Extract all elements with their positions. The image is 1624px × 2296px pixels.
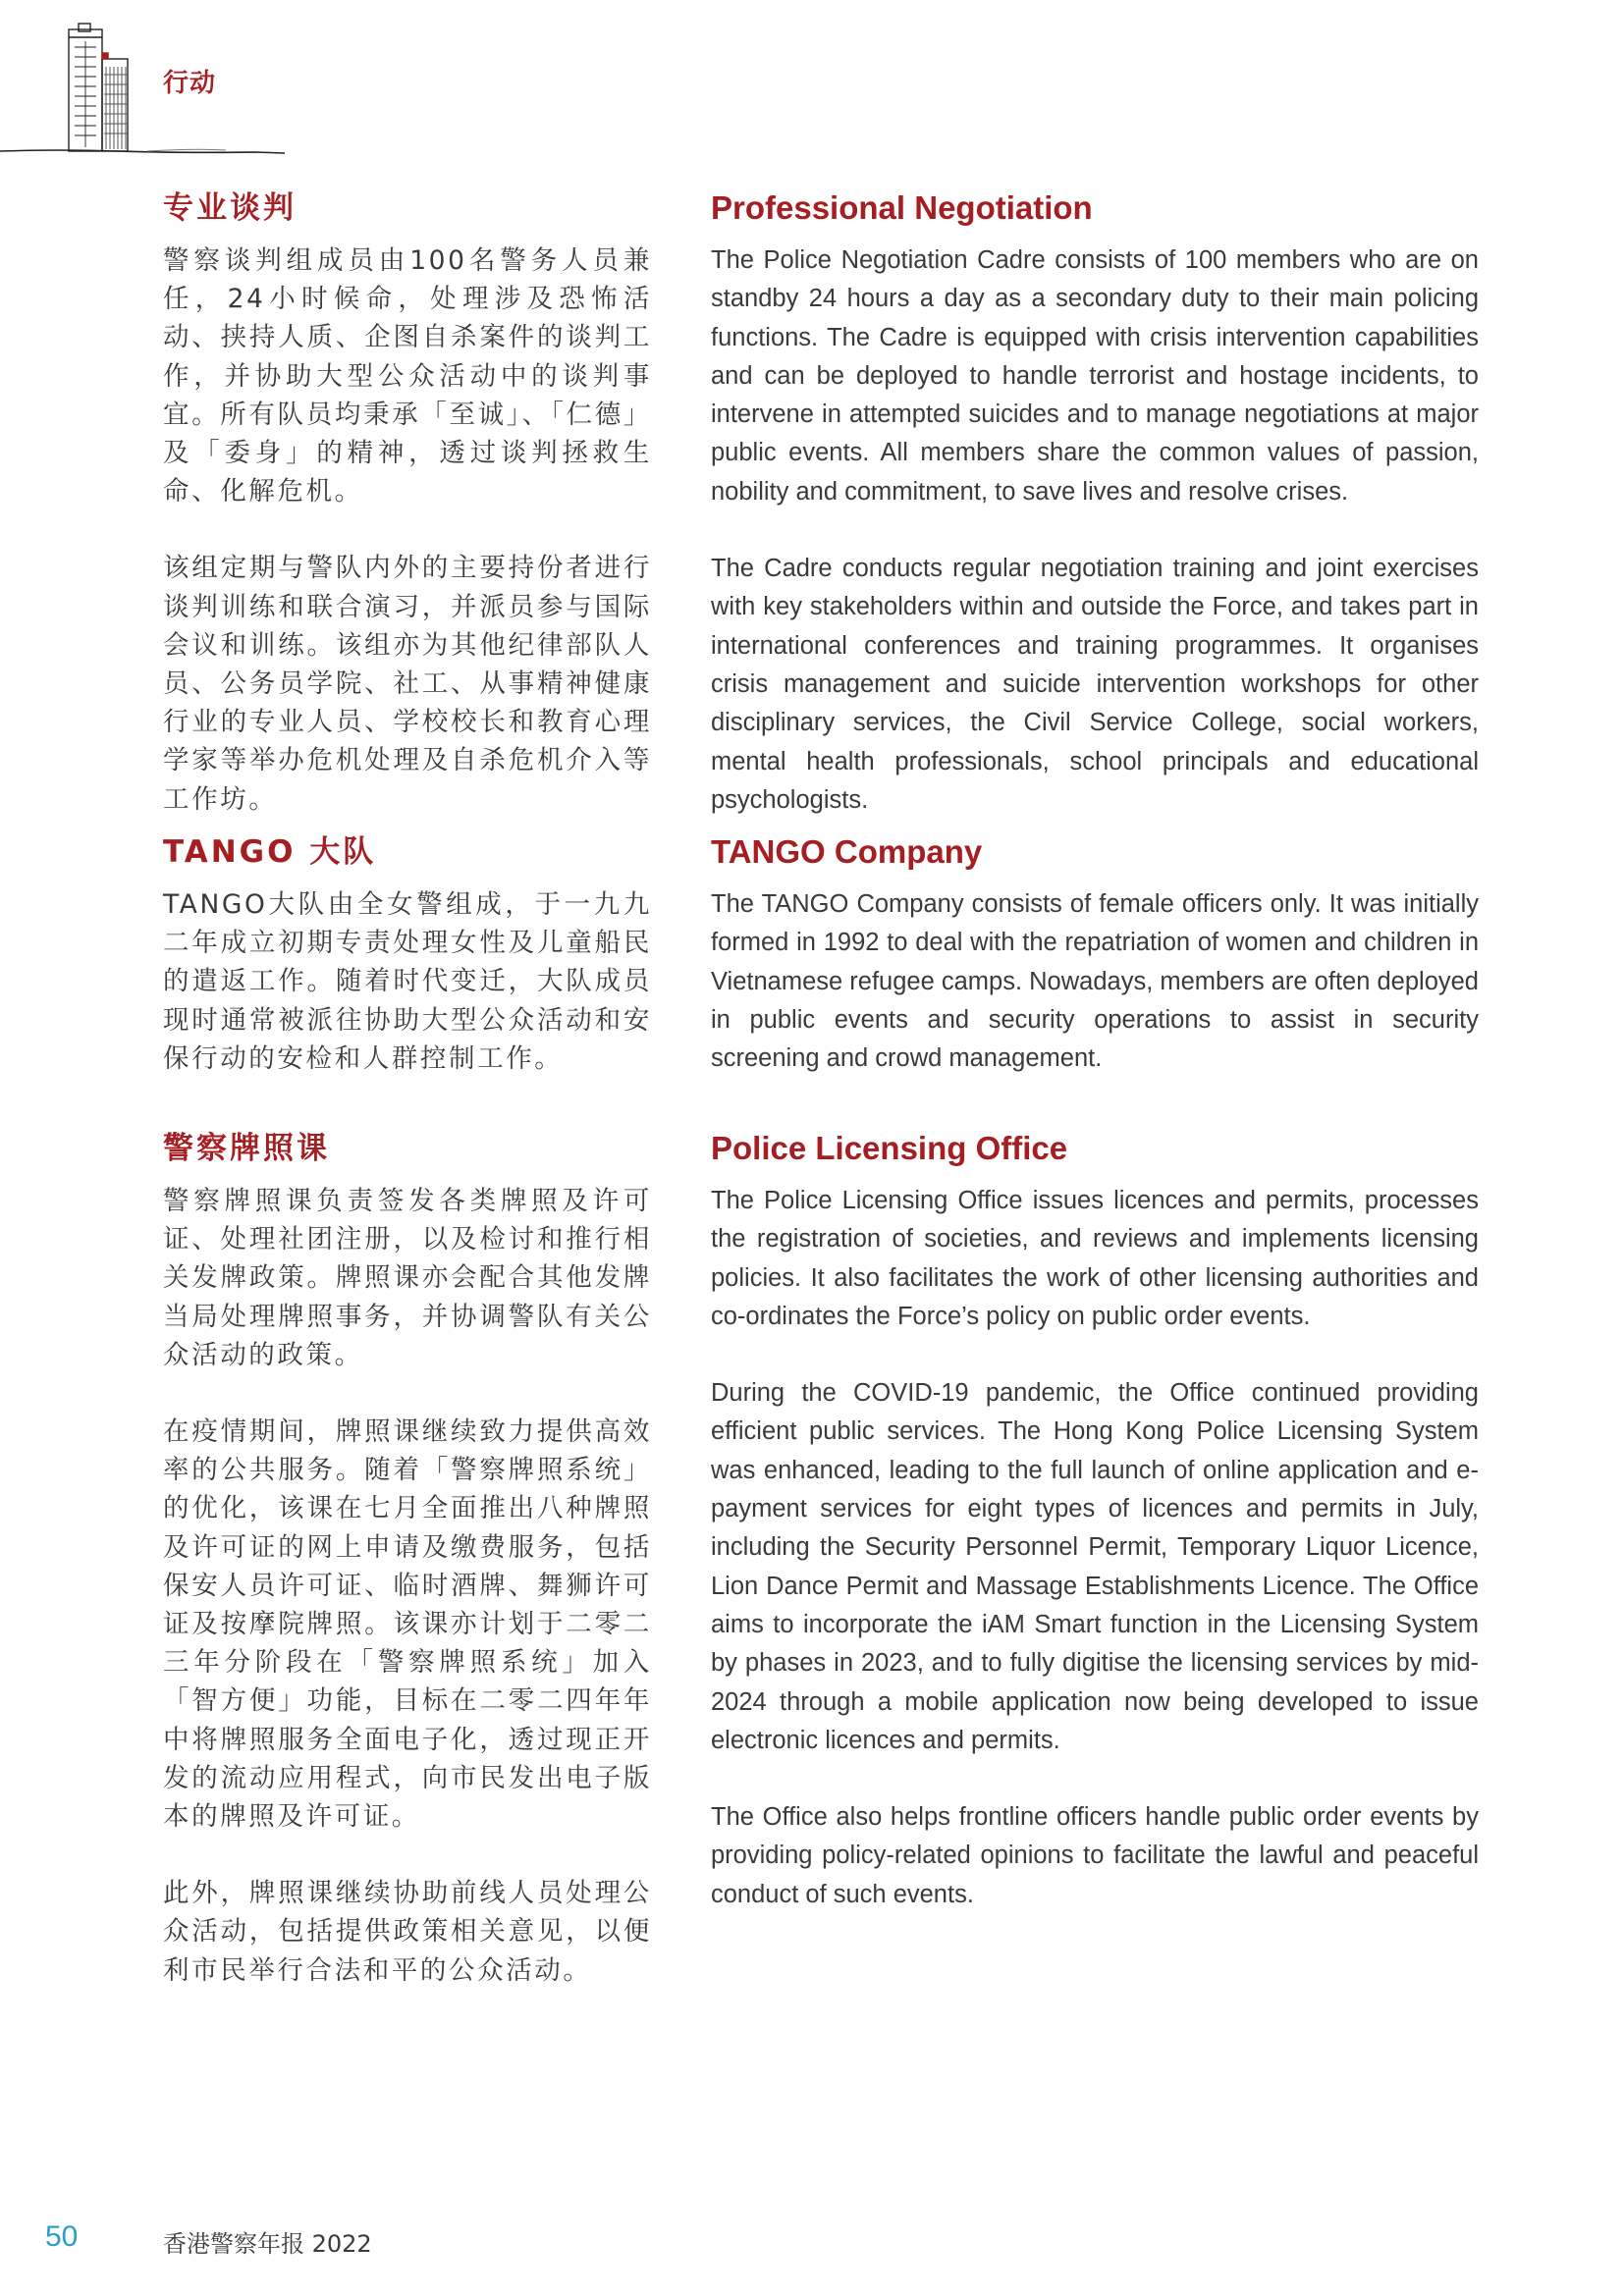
zh-section-licensing (163, 1127, 652, 1990)
zh-paragraph: 警察牌照课负责签发各类牌照及许可证、处理社团注册，以及检讨和推行相关发牌政策。牌照课亦会配合其他发牌当局处理牌照事务，并协调警队有关公众活动的政策。 (163, 1186, 652, 1370)
en-heading-tango: TANGO Company (711, 833, 983, 870)
zh-section-negotiation (163, 187, 652, 819)
zh-paragraph: 在疫情期间，牌照课继续致力提供高效率的公共服务。随着「警察牌照系统」的优化，该课在七月全面推出八种牌照及许可证的网上申请及缴费服务，包括保安人员许可证、临时酒牌、舞狮许可证及按摩院牌照。该课亦计划于二零二三年分阶段在「警察牌照系统」加入「智方便」功能，目标在二零二四年年中将牌照服务全面电子化，透过现正开发的流动应用程式，向市民发出电子版本的牌照及许可证。 (163, 1416, 652, 1833)
zh-paragraph: 此外，牌照课继续协助前线人员处理公众活动，包括提供政策相关意见，以便利市民举行合法和平的公众活动。 (163, 1878, 652, 1986)
en-paragraph: The Cadre conducts regular negotiation training and joint exercises with key stakeholders within and outside the Force, and takes part in international conferences and training programmes. It organises crisis management and suicide intervention workshops for other disciplinary services, the Civil Service College, social workers, mental health professionals, school principals and educational psychologists. (711, 555, 1479, 814)
en-paragraph: The TANGO Company consists of female officers only. It was initially formed in 1992 to deal with the repatriation of women and children in Vietnamese refugee camps. Nowadays, members are often deployed in public events and security operations to assist in security screening and crowd management. (711, 890, 1479, 1073)
building-sketch-illustration (0, 20, 295, 157)
en-paragraph: During the COVID-19 pandemic, the Office continued providing efficient public services. The Hong Kong Police Licensing System was enhanced, leading to the full launch of online application and e-payment services for eight types of licences and permits in July, including the Security Personnel Permit, Temporary Liquor Licence, Lion Dance Permit and Massage Establishments Licence. The Office aims to incorporate the iAM Smart function in the Licensing System by phases in 2023, and to fully digitise the licensing services by mid-2024 through a mobile application now being developed to issue electronic licences and permits. (711, 1379, 1479, 1754)
en-heading-licensing: Police Licensing Office (711, 1130, 1068, 1166)
zh-paragraph: 警察谈判组成员由100名警务人员兼任，24小时候命，处理涉及恐怖活动、挟持人质、企图自杀案件的谈判工作，并协助大型公众活动中的谈判事宜。所有队员均秉承「至诚」、「仁德」及「委身」的精神，透过谈判拯救生命、化解危机。 (163, 245, 652, 507)
en-paragraph: The Office also helps frontline officers handle public order events by providing policy-related opinions to facilitate the lawful and peaceful conduct of such events. (711, 1803, 1479, 1908)
en-paragraph: The Police Licensing Office issues licences and permits, processes the registration of societies, and reviews and implements licensing policies. It also facilitates the work of other licensing authorities and co-ordinates the Force’s policy on public order events. (711, 1187, 1479, 1330)
zh-paragraph: TANGO大队由全女警组成，于一九九二年成立初期专责处理女性及儿童船民的遣返工作。随着时代变迁，大队成员现时通常被派往协助大型公众活动和安保行动的安检和人群控制工作。 (163, 889, 652, 1074)
zh-heading-licensing: 警察牌照课 (163, 1131, 330, 1166)
footer-title: 香港警察年报 2022 (163, 2230, 372, 2258)
en-section-tango (711, 830, 1479, 1078)
en-section-licensing (711, 1127, 1479, 1914)
zh-heading-negotiation: 专业谈判 (163, 190, 297, 226)
en-section-negotiation (711, 187, 1479, 820)
zh-section-tango (163, 830, 652, 1078)
en-paragraph: The Police Negotiation Cadre consists of 100 members who are on standby 24 hours a day as a secondary duty to their main policing functions. The Cadre is equipped with crisis intervention capabilities and can be deployed to handle terrorist and hostage incidents, to intervene in attempted suicides and to manage negotiations at major public events. All members share the common values of passion, nobility and commitment, to save lives and resolve crises. (711, 246, 1479, 506)
en-heading-negotiation: Professional Negotiation (711, 189, 1093, 226)
section-label: 行动 (163, 69, 217, 98)
zh-heading-tango: TANGO 大队 (163, 834, 377, 870)
page-number: 50 (45, 2220, 79, 2253)
zh-paragraph: 该组定期与警队内外的主要持份者进行谈判训练和联合演习，并派员参与国际会议和训练。该组亦为其他纪律部队人员、公务员学院、社工、从事精神健康行业的专业人员、学校校长和教育心理学家等举办危机处理及自杀危机介入等工作坊。 (163, 553, 652, 815)
